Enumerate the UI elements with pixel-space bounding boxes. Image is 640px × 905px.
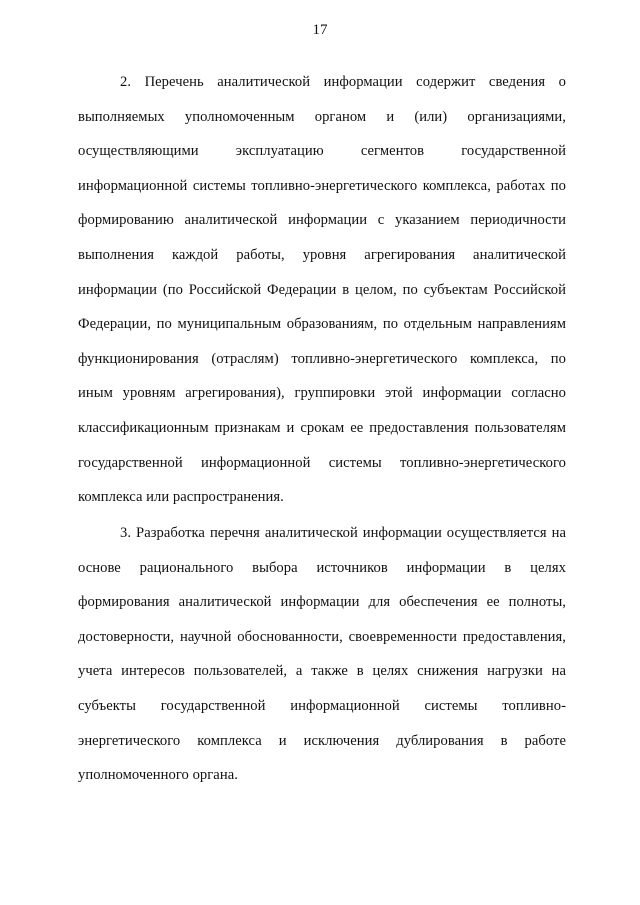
paragraph-3: 3. Разработка перечня аналитической информации осуществляется на основе рационального выбора источников информации в целях формирования аналитической информации для обеспечения ее полноты, достоверности, научной обоснованности, своевременности предоставления, учета интересов пользователей, а также в целях снижения нагрузки на субъекты государственной информационной системы топливно-энергетического комплекса и исключения дублирования в работе уполномоченного органа. bbox=[78, 525, 566, 784]
paragraph-2: 2. Перечень аналитической информации содержит сведения о выполняемых уполномоченным органом и (или) организациями, осуществляющими эксплуатацию сегментов государственной информационной системы топливно-энергетического комплекса, работах по формированию аналитической информации с указанием периодичности выполнения каждой работы, уровня агрегирования аналитической информации (по Российской Федерации в целом, по субъектам Российской Федерации, по муниципальным образованиям, по отдельным направлениям функционирования (отраслям) топливно-энергетического комплекса, по иным уровням агрегирования), группировки этой информации согласно классификационным признакам и срокам ее предоставления пользователям государственной информационной системы топливно-энергетического комплекса или распространения. bbox=[78, 74, 566, 506]
page-number: 17 bbox=[312, 22, 328, 38]
